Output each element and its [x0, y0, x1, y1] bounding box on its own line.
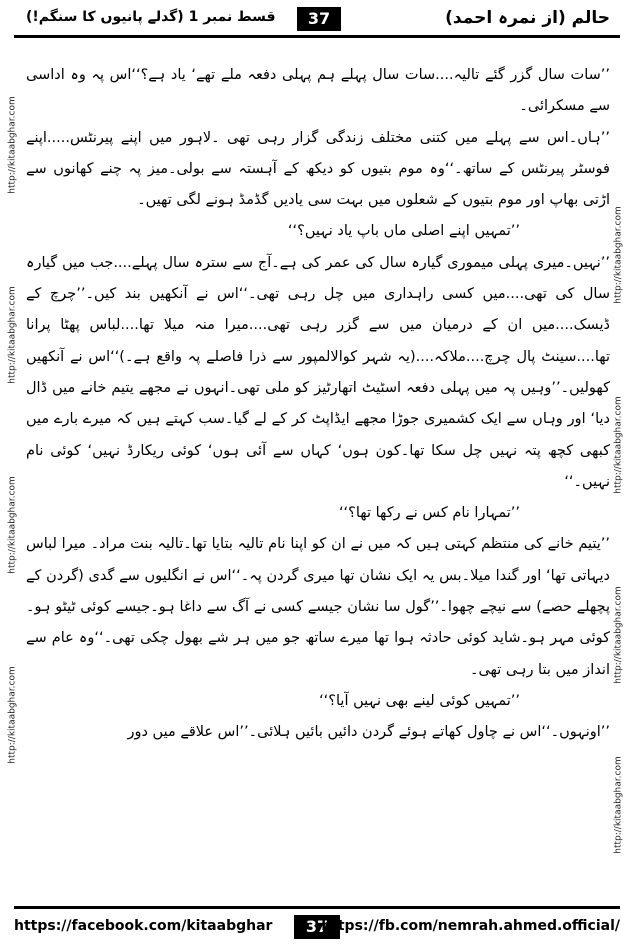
side-url-right-1[interactable]: http://kitaabghar.com [613, 206, 624, 304]
facebook-link-nemrah[interactable]: https://fb.com/nemrah.ahmed.official/ [321, 918, 620, 934]
facebook-link-kitaabghar[interactable]: https://facebook.com/kitaabghar [14, 918, 273, 934]
side-url-left-2[interactable]: http://kitaabghar.com [7, 286, 18, 384]
story-body [26, 60, 610, 900]
paragraph: ’’یتیم خانے کی منتظم کہتی ہیں کہ میں نے ان کو اپنا نام تالیہ بتایا تھا۔تالیہ بنت مراد۔ میرا لباس دیہاتی تھا‘ اور گندا میلا۔بس یہ ایک نشان تھا میری گردن پہ۔‘‘اس نے انگلیوں سے گدی (گردن کے پچھلے حصے) سے نیچے چھوا۔’’گول سا نشان جیسے کسی نے آگ سے داغا ہو۔جیسے کوئی ٹیٹو ہو۔کوئی مہر ہو۔شاید کوئی حادثہ ہوا تھا میرے ساتھ جو میں ہر شے بھول چکی تھی۔‘‘وہ عام سے انداز میں بتا رہی تھی۔ [26, 536, 610, 678]
novel-title: حالم (از نمرہ احمد) [445, 8, 610, 28]
header-rule [14, 35, 620, 38]
paragraph: ’’تمہیں اپنے اصلی ماں باپ یاد نہیں؟‘‘ [287, 223, 520, 240]
side-url-right-3[interactable]: http://kitaabghar.com [613, 586, 624, 684]
paragraph: ’’سات سال گزر گئے تالیہ....سات سال پہلے ہم پہلی دفعہ ملے تھے‘ یاد ہے؟‘‘اس پہ وہ اداسی سے مسکرائی۔ [26, 67, 610, 115]
side-url-left-1[interactable]: http://kitaabghar.com [7, 96, 18, 194]
paragraph: ’’تمہارا نام کس نے رکھا تھا؟‘‘ [338, 505, 520, 522]
paragraph: ’’نہیں۔میری پہلی میموری گیارہ سال کی عمر کی ہے۔آج سے سترہ سال پہلے....جب میں گیارہ سال کی تھی....میں کسی راہداری میں چل رہی تھی۔‘‘اس نے آنکھیں بند کیں۔’’چرچ کے ڈیسک....میں ان کے درمیان میں سے گزر رہی تھی....میرا منہ میلا تھا....لباس پھٹا پرانا تھا....سینٹ پال چرچ....ملاکہ....(یہ شہر کوالالمپور سے ذرا فاصلے پہ واقع ہے۔)‘‘اس نے آنکھیں کھولیں۔’’وہیں پہ میں پہلی دفعہ اسٹیٹ اتھارٹیز کو ملی تھی۔انہوں نے مجھے یتیم خانے میں ڈال دیا‘ اور وہاں سے ایک کشمیری جوڑا مجھے ایڈاپٹ کر کے لے گیا۔سب کہتے ہیں کہ میرے بارے میں کبھی کچھ پتہ نہیں چل سکا تھا۔کون ہوں‘ کہاں سے آئی ہوں‘ کوئی ریکارڈ نہیں‘ کوئی نام نہیں۔‘‘ [26, 254, 610, 490]
page-number-bottom: 37 [294, 915, 340, 939]
page-footer [14, 912, 620, 942]
side-url-left-3[interactable]: http://kitaabghar.com [7, 476, 18, 574]
paragraph: ’’اونہوں۔‘‘اس نے چاول کھاتے ہوئے گردن دائیں بائیں ہلائی۔’’اس علاقے میں دور [127, 724, 610, 741]
side-url-right-2[interactable]: http://kitaabghar.com [613, 396, 624, 494]
side-url-left-4[interactable]: http://kitaabghar.com [7, 666, 18, 764]
footer-rule [14, 906, 620, 909]
paragraph: ’’ہاں۔اس سے پہلے میں کتنی مختلف زندگی گزار رہی تھی ۔لاہور میں اپنے پیرنٹس.....اپنے فوسٹر پیرنٹس کے ساتھ۔‘‘وہ موم بتیوں کو دیکھ کے آہستہ سے بولی۔میز پہ چنے کھانوں سے اڑتی بھاپ اور موم بتیوں کے شعلوں میں بہت سی یادیں گڈمڈ ہونے لگی تھیں۔ [26, 129, 610, 209]
episode-title: قسط نمبر 1 (گدلے پانیوں کا سنگم!) [26, 9, 276, 25]
page-number-top: 37 [297, 7, 341, 31]
side-url-right-4[interactable]: http://kitaabghar.com [613, 756, 624, 854]
paragraph: ’’تمہیں کوئی لینے بھی نہیں آیا؟‘‘ [319, 692, 520, 709]
page-header [14, 4, 620, 34]
